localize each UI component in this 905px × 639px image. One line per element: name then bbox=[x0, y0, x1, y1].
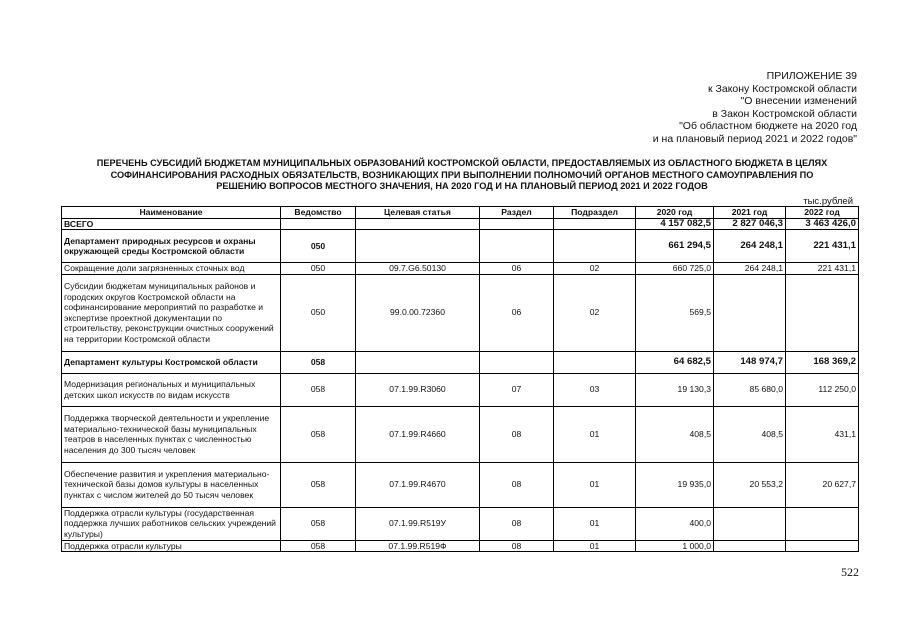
page-number: 522 bbox=[841, 565, 859, 579]
cell-vedomstvo: 050 bbox=[281, 274, 356, 351]
cell-2020: 4 157 082,5 bbox=[636, 218, 714, 230]
table-body bbox=[62, 218, 859, 552]
cell-name: Поддержка отрасли культуры (государственная поддержка лучших работников сельских учреждений культуры) bbox=[62, 507, 281, 540]
cell-2020: 19 935,0 bbox=[636, 462, 714, 507]
col-header-2021: 2021 год bbox=[714, 207, 786, 219]
table-row bbox=[62, 263, 859, 275]
cell-vedomstvo: 058 bbox=[281, 462, 356, 507]
cell-subsection: 03 bbox=[554, 373, 636, 406]
table-row bbox=[62, 507, 859, 540]
cell-name: Поддержка творческой деятельности и укрепление материально-технической базы муниципальных театров в населенных пунктах с численностью населения до 300 тысяч человек bbox=[62, 406, 281, 462]
cell-subsection bbox=[554, 230, 636, 263]
cell-subsection: 01 bbox=[554, 462, 636, 507]
cell-2022: 3 463 426,0 bbox=[786, 218, 859, 230]
cell-target-article bbox=[356, 351, 480, 373]
col-header-target-article: Целевая статья bbox=[356, 207, 480, 219]
cell-target-article: 07.1.99.R4670 bbox=[356, 462, 480, 507]
appendix-law-line-3: в Закон Костромской области bbox=[712, 107, 857, 120]
cell-target-article: 09.7.G6.50130 bbox=[356, 263, 480, 275]
cell-vedomstvo: 050 bbox=[281, 230, 356, 263]
cell-section bbox=[480, 218, 554, 230]
cell-name: Департамент природных ресурсов и охраны окружающей среды Костромской области bbox=[62, 230, 281, 263]
col-header-section: Раздел bbox=[480, 207, 554, 219]
cell-2022: 221 431,1 bbox=[786, 263, 859, 275]
col-header-2022: 2022 год bbox=[786, 207, 859, 219]
cell-2022: 168 369,2 bbox=[786, 351, 859, 373]
cell-section: 08 bbox=[480, 540, 554, 552]
cell-name: ВСЕГО bbox=[62, 218, 281, 230]
cell-2021: 2 827 046,3 bbox=[714, 218, 786, 230]
title-line-3: РЕШЕНИЮ ВОПРОСОВ МЕСТНОГО ЗНАЧЕНИЯ, НА 2020 ГОД И НА ПЛАНОВЫЙ ПЕРИОД 2021 И 2022 ГОДОВ bbox=[216, 181, 708, 191]
cell-2021: 148 974,7 bbox=[714, 351, 786, 373]
cell-2020: 569,5 bbox=[636, 274, 714, 351]
cell-target-article bbox=[356, 230, 480, 263]
cell-2020: 661 294,5 bbox=[636, 230, 714, 263]
cell-2020: 64 682,5 bbox=[636, 351, 714, 373]
cell-2022: 431,1 bbox=[786, 406, 859, 462]
appendix-law-line-4: "Об областном бюджете на 2020 год bbox=[679, 120, 857, 132]
cell-2020: 19 130,3 bbox=[636, 373, 714, 406]
cell-2021: 85 680,0 bbox=[714, 373, 786, 406]
table-row bbox=[62, 274, 859, 351]
cell-2022: 20 627,7 bbox=[786, 462, 859, 507]
cell-2022: 221 431,1 bbox=[786, 230, 859, 263]
cell-section bbox=[480, 351, 554, 373]
cell-2021: 264 248,1 bbox=[714, 230, 786, 263]
cell-name: Сокращение доли загрязненных сточных вод bbox=[62, 263, 281, 275]
cell-section: 06 bbox=[480, 274, 554, 351]
table-row bbox=[62, 462, 859, 507]
cell-vedomstvo bbox=[281, 218, 356, 230]
table-header-row bbox=[62, 207, 859, 219]
cell-2021: 264 248,1 bbox=[714, 263, 786, 275]
cell-2021: 408,5 bbox=[714, 406, 786, 462]
cell-vedomstvo: 058 bbox=[281, 540, 356, 552]
cell-2021 bbox=[714, 507, 786, 540]
cell-vedomstvo: 058 bbox=[281, 507, 356, 540]
table-row bbox=[62, 230, 859, 263]
col-header-vedomstvo: Ведомство bbox=[281, 207, 356, 219]
cell-target-article: 07.1.99.R3060 bbox=[356, 373, 480, 406]
cell-section: 08 bbox=[480, 462, 554, 507]
cell-vedomstvo: 050 bbox=[281, 263, 356, 275]
cell-name: Обеспечение развития и укрепления материально-технической базы домов культуры в населенных пунктах с числом жителей до 50 тысяч человек bbox=[62, 462, 281, 507]
cell-name: Модернизация региональных и муниципальных детских школ искусств по видам искусств bbox=[62, 373, 281, 406]
cell-target-article: 99.0.00.72360 bbox=[356, 274, 480, 351]
cell-subsection bbox=[554, 218, 636, 230]
table-row bbox=[62, 540, 859, 552]
cell-subsection: 01 bbox=[554, 406, 636, 462]
cell-2021 bbox=[714, 274, 786, 351]
table-row bbox=[62, 373, 859, 406]
cell-subsection: 01 bbox=[554, 507, 636, 540]
cell-2020: 660 725,0 bbox=[636, 263, 714, 275]
cell-name: Департамент культуры Костромской области bbox=[62, 351, 281, 373]
cell-target-article: 07.1.99.R4660 bbox=[356, 406, 480, 462]
col-header-2020: 2020 год bbox=[636, 207, 714, 219]
cell-2022 bbox=[786, 540, 859, 552]
cell-2022: 112 250,0 bbox=[786, 373, 859, 406]
title-line-1: ПЕРЕЧЕНЬ СУБСИДИЙ БЮДЖЕТАМ МУНИЦИПАЛЬНЫХ ОБРАЗОВАНИЙ КОСТРОМСКОЙ ОБЛАСТИ, ПРЕДОСТАВЛЯЕМЫХ ИЗ ОБЛАСТНОГО БЮДЖЕТА В ЦЕЛЯХ bbox=[96, 158, 828, 168]
table-row bbox=[62, 218, 859, 230]
cell-subsection bbox=[554, 351, 636, 373]
cell-vedomstvo: 058 bbox=[281, 351, 356, 373]
table-row bbox=[62, 351, 859, 373]
cell-2020: 1 000,0 bbox=[636, 540, 714, 552]
cell-section: 08 bbox=[480, 406, 554, 462]
cell-name: Субсидии бюджетам муниципальных районов и городских округов Костромской области на софинансирование мероприятий по разработке и экспертизе проектной документации по строительству, реконструкции очистных сооружений на территории Костромской области bbox=[62, 274, 281, 351]
cell-subsection: 02 bbox=[554, 274, 636, 351]
cell-subsection: 02 bbox=[554, 263, 636, 275]
cell-target-article: 07.1.99.R519Ф bbox=[356, 540, 480, 552]
cell-section bbox=[480, 230, 554, 263]
appendix-header bbox=[653, 70, 857, 145]
appendix-number: ПРИЛОЖЕНИЕ 39 bbox=[766, 70, 857, 82]
appendix-law-line-5: и на плановый период 2021 и 2022 годов" bbox=[652, 132, 857, 145]
appendix-law-line-1: к Закону Костромской области bbox=[708, 82, 857, 95]
cell-vedomstvo: 058 bbox=[281, 406, 356, 462]
title-line-2: СОФИНАНСИРОВАНИЯ РАСХОДНЫХ ОБЯЗАТЕЛЬСТВ, ВОЗНИКАЮЩИХ ПРИ ВЫПОЛНЕНИИ ПОЛНОМОЧИЙ ОРГАНОВ МЕСТНОГО САМОУПРАВЛЕНИЯ ПО bbox=[110, 169, 814, 180]
cell-section: 07 bbox=[480, 373, 554, 406]
table-row bbox=[62, 406, 859, 462]
cell-subsection: 01 bbox=[554, 540, 636, 552]
units-label: тыс.рублей bbox=[803, 196, 853, 207]
cell-target-article bbox=[356, 218, 480, 230]
cell-2020: 400,0 bbox=[636, 507, 714, 540]
cell-name: Поддержка отрасли культуры bbox=[62, 540, 281, 552]
cell-2022 bbox=[786, 274, 859, 351]
cell-vedomstvo: 058 bbox=[281, 373, 356, 406]
col-header-name: Наименование bbox=[62, 207, 281, 219]
cell-2022 bbox=[786, 507, 859, 540]
cell-2020: 408,5 bbox=[636, 406, 714, 462]
appendix-law-line-2: "О внесении изменений bbox=[740, 95, 857, 107]
cell-2021: 20 553,2 bbox=[714, 462, 786, 507]
cell-section: 08 bbox=[480, 507, 554, 540]
col-header-subsection: Подраздел bbox=[554, 207, 636, 219]
cell-target-article: 07.1.99.R519У bbox=[356, 507, 480, 540]
document-title bbox=[62, 158, 862, 193]
cell-section: 06 bbox=[480, 263, 554, 275]
cell-2021 bbox=[714, 540, 786, 552]
subsidies-table bbox=[61, 206, 859, 552]
